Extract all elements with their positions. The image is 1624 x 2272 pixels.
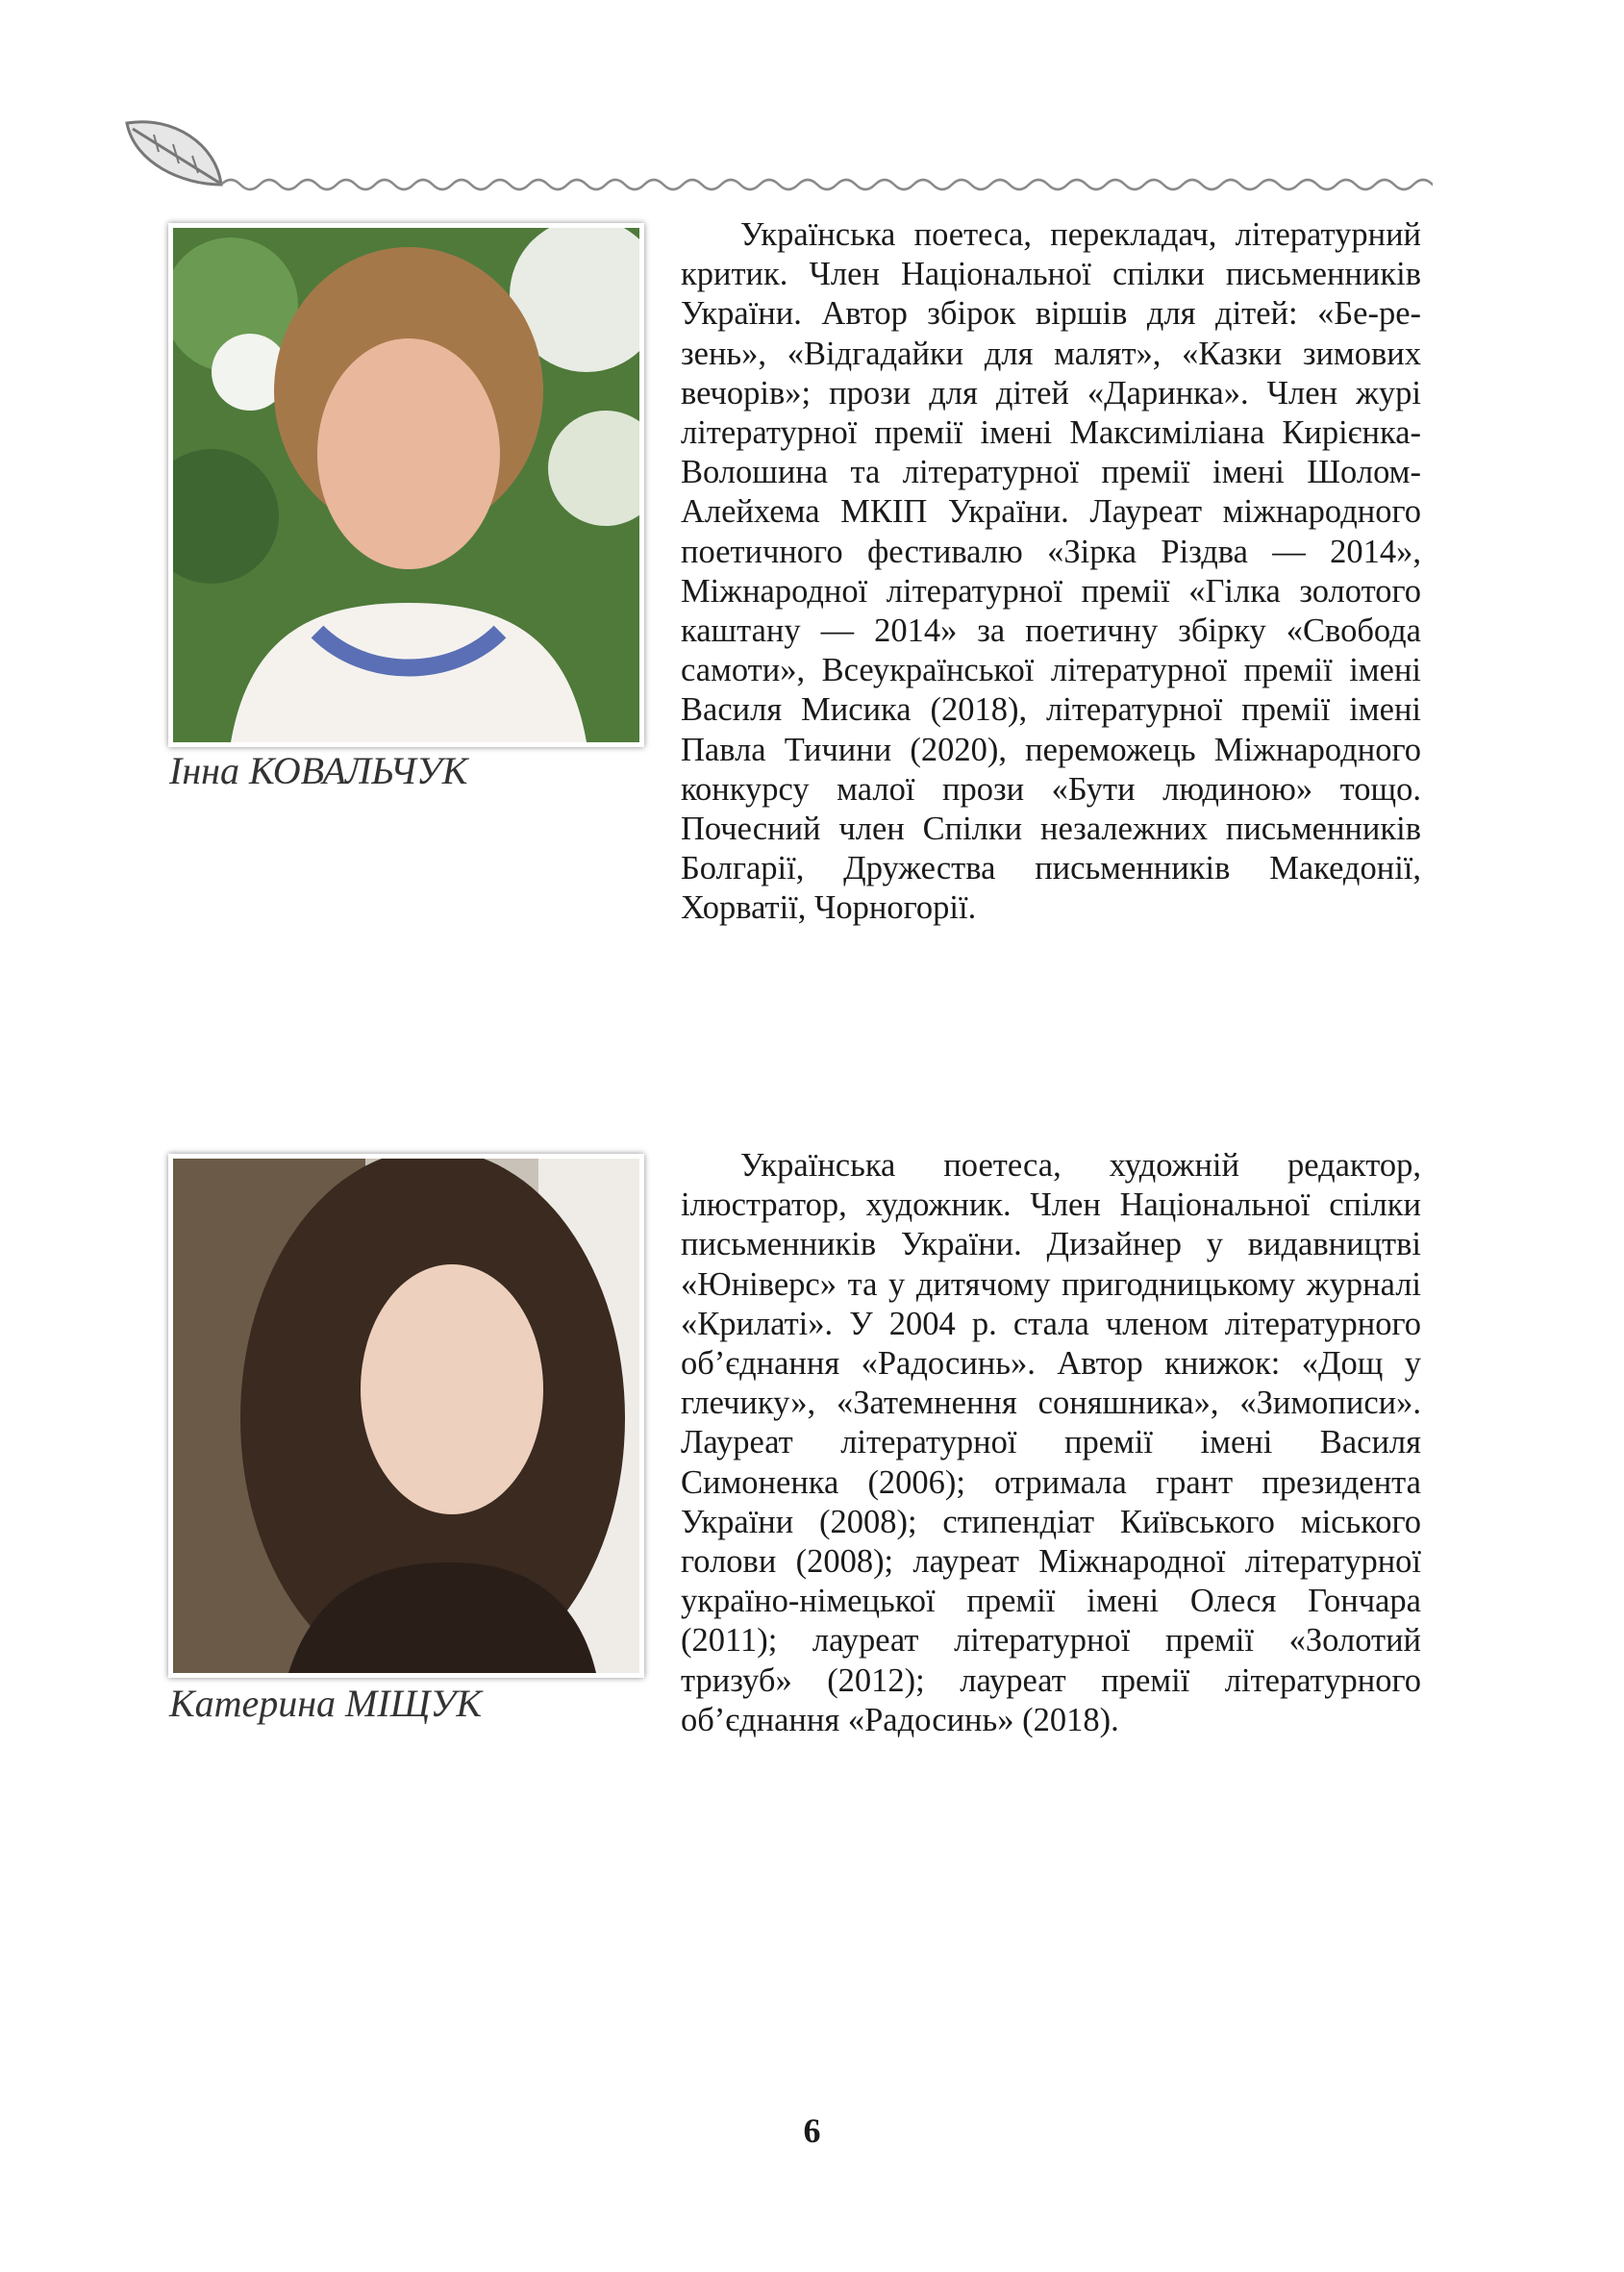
author-bio: Українська поетеса, художній редактор, ілюстратор, художник. Член Національної спілки письменників України. Дизайнер у видавництві «Юніверс» та у дитячому пригодницькому журналі «Крилаті». У 2004 р. стала членом літературного об’єднання «Радосинь». Автор книжок: «Дощ у глечику», «Затемнення соняшника», «Зимописи». Лауреат літературної премії імені Василя Симоненка (2006); отримала грант президента України (2008); стипендіат Київського міського голови (2008); лауреат Міжнародної літературної україно-німецької премії імені Олеся Гончара (2011); лауреат літературної премії «Золотий тризуб» (2012); лауреат премії літературного об’єднання «Радосинь» (2018). — [681, 1147, 1421, 1738]
author-photo-kovalchuk — [168, 223, 644, 747]
page-number: 6 — [803, 2111, 821, 2150]
leaf-wave-ornament — [115, 106, 1433, 202]
author-caption: Катерина МІЩУК — [169, 1682, 482, 1725]
author-bio: Українська поетеса, перекладач, літературний критик. Член Національної спілки письменників України. Автор збірок віршів для дітей: «Бе-ре-зень», «Відгадайки для малят», «Казки зимових вечорів»; прози для дітей «Даринка». Член журі літературної премії імені Максиміліана Кирієнка-Волошина та літературної премії імені Шолом-Алейхема МКІП України. Лауреат міжнародного поетичного фестивалю «Зірка Різдва — 2014», Міжнародної літературної премії «Гілка золотого каштану — 2014» за поетичну збірку «Свобода самоти», Всеукраїнської літературної премії імені Василя Мисика (2018), літературної премії імені Павла Тичини (2020), переможець Міжнародного конкурсу малої прози «Бути людиною» тощо. Почесний член Спілки незалежних письменників Болгарії, Дружества письменників Македонії, Хорватії, Чорногорії. — [681, 216, 1421, 927]
author-caption: Інна КОВАЛЬЧУК — [169, 749, 468, 792]
leaf-icon — [127, 122, 221, 185]
wavy-divider — [221, 180, 1433, 189]
author-photo-mishchuk — [168, 1154, 644, 1678]
